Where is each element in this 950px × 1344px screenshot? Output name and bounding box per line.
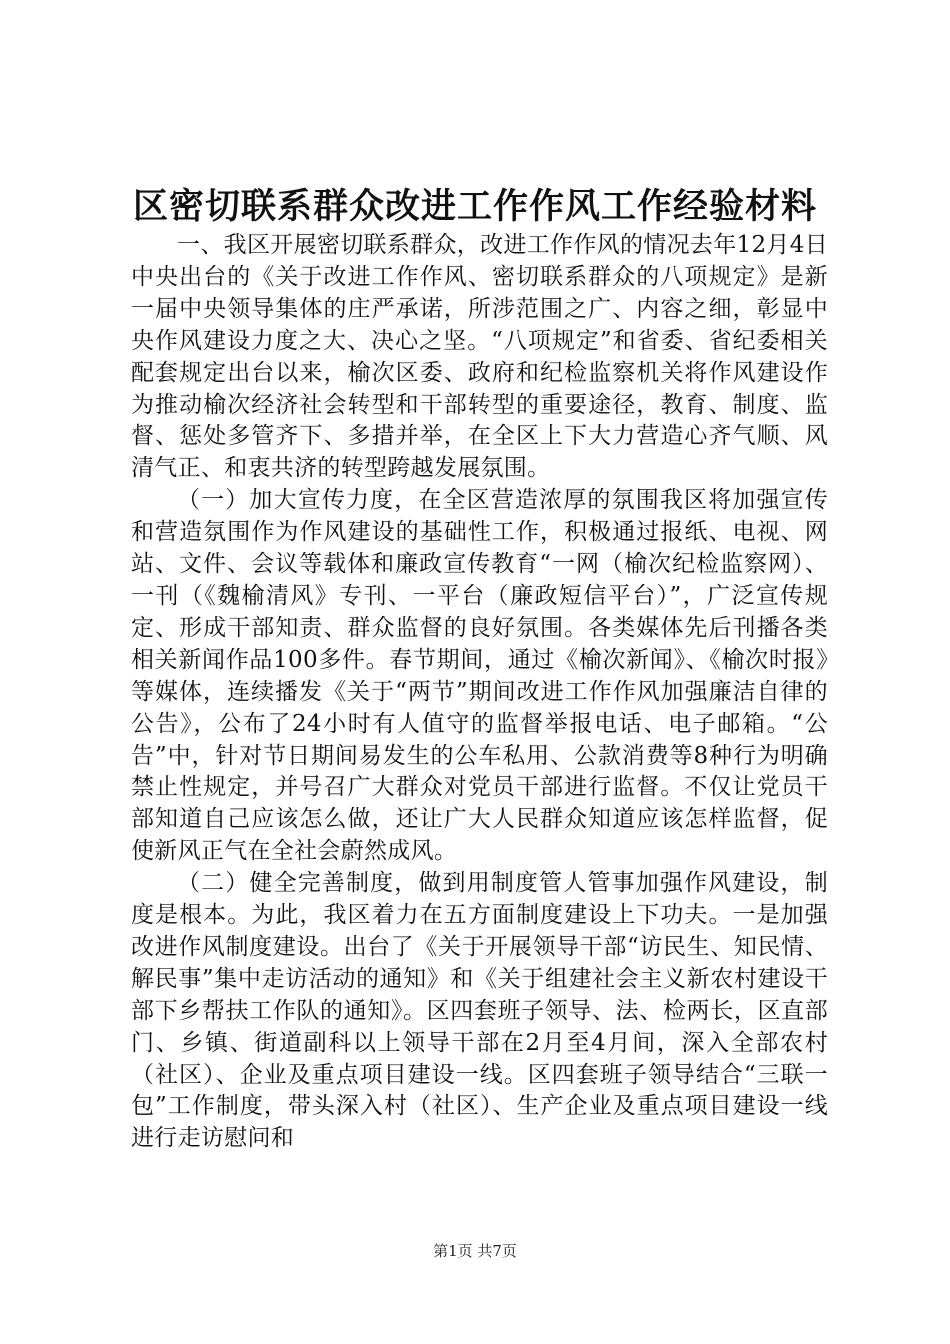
paragraph-section-1: （一）加大宣传力度，在全区营造浓厚的氛围我区将加强宣传和营造氛围作为作风建设的基础性工作，积极通过报纸、电视、网站、文件、会议等载体和廉政宣传教育“一网（榆次纪检监察网）、一刊（《魏榆清风》专刊、一平台（廉政短信平台）”，广泛宣传规定、形成干部知责、群众监督的良好氛围。各类媒体先后刊播各类相关新闻作品100多件。春节期间，通过《榆次新闻》、《榆次时报》等媒体，连续播发《关于“两节”期间改进工作作风加强廉洁自律的公告》，公布了24小时有人值守的监督举报电话、电子邮箱。“公告”中，针对节日期间易发生的公车私用、公款消费等8种行为明确禁止性规定，并号召广大群众对党员干部进行监督。不仅让党员干部知道自己应该怎么做，还让广大人民群众知道应该怎样监督，促使新风正气在全社会蔚然成风。 <box>131 487 828 865</box>
document-title: 区密切联系群众改进工作作风工作经验材料 <box>132 186 817 227</box>
paragraph-section-2: （二）健全完善制度，做到用制度管人管事加强作风建设，制度是根本。为此，我区着力在五方面制度建设上下功夫。一是加强改进作风制度建设。出台了《关于开展领导干部“访民生、知民情、解民事”集中走访活动的通知》和《关于组建社会主义新农村建设干部下乡帮扶工作队的通知》。区四套班子领导、法、检两长，区直部门、乡镇、街道副科以上领导干部在2月至4月间，深入全部农村（社区）、企业及重点项目建设一线。区四套班子领导结合“三联一包”工作制度，带头深入村（社区）、生产企业及重点项目建设一线进行走访慰问和 <box>131 870 828 1152</box>
paragraph-intro: 一、我区开展密切联系群众，改进工作作风的情况去年12月4日中央出台的《关于改进工作作风、密切联系群众的八项规定》是新一届中央领导集体的庄严承诺，所涉范围之广、内容之细，彰显中央作风建设力度之大、决心之坚。“八项规定”和省委、省纪委相关配套规定出台以来，榆次区委、政府和纪检监察机关将作风建设作为推动榆次经济社会转型和干部转型的重要途径，教育、制度、监督、惩处多管齐下、多措并举，在全区上下大力营造心齐气顺、风清气正、和衷共济的转型跨越发展氛围。 <box>131 232 828 482</box>
page-number-footer: 第1页 共7页 <box>433 1242 517 1260</box>
document-body <box>131 230 828 1155</box>
